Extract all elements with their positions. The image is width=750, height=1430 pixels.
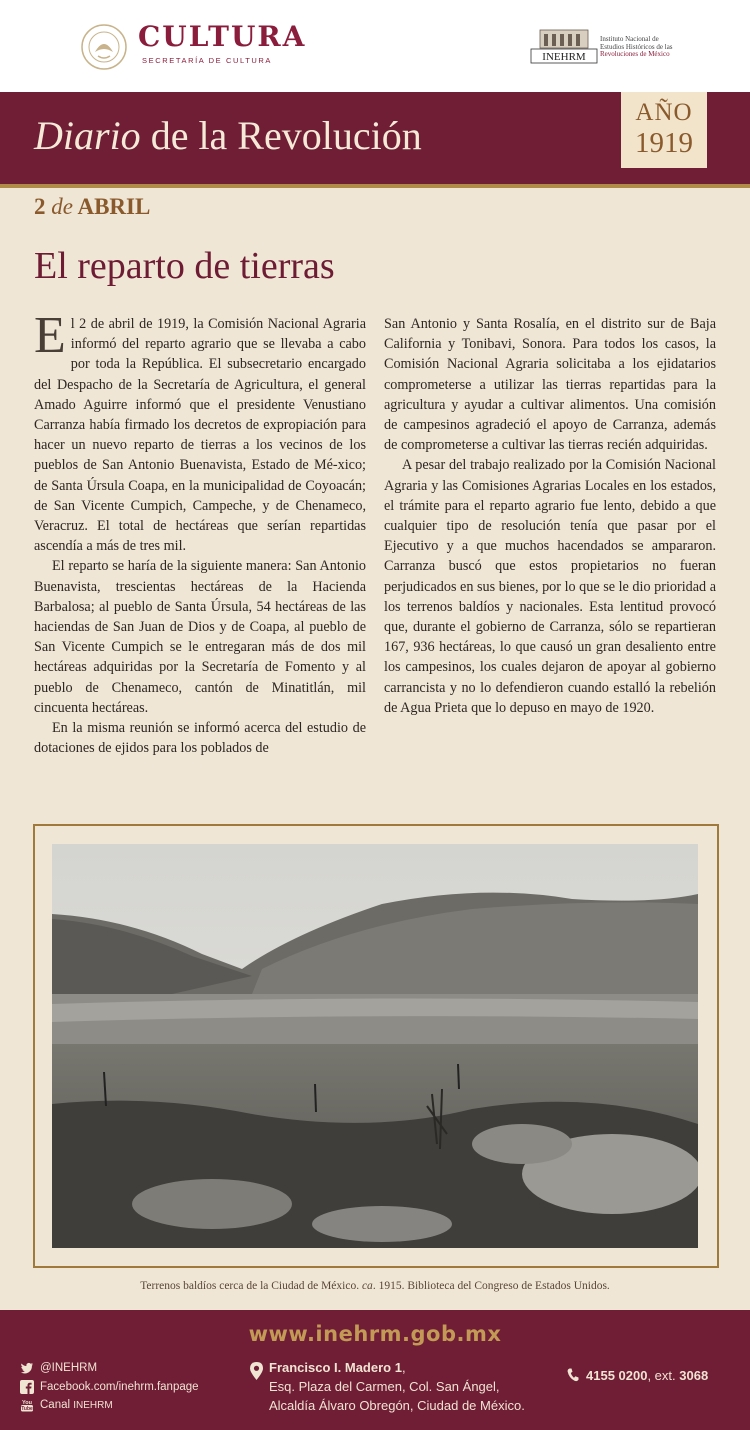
address-line: Alcaldía Álvaro Obregón, Ciudad de México. <box>269 1398 525 1413</box>
brand-subtitle: SECRETARÍA DE CULTURA <box>142 56 273 65</box>
historical-photo <box>52 844 698 1248</box>
year-number: 1919 <box>635 127 693 159</box>
youtube-link[interactable]: You Tube Canal INEHRM <box>21 1399 113 1413</box>
brand-title: CULTURA <box>138 20 307 53</box>
article-headline: El reparto de tierras <box>34 245 335 287</box>
inehrm-description: Instituto Nacional de Estudios Históricos de las Revoluciones de México <box>600 35 673 58</box>
paragraph: El reparto se haría de la siguiente manera: San Antonio Buenavista, trescientas hectáreas de la Hacienda Barbalosa; al pueblo de Santa Úrsula, 54 hectáreas de las haciendas de San Juan de Dios y de Coapa, al pueblo de San Vicente Cumpich se le entregaran más de dos mil hectáreas adquiridas por la Secretaría de Fomento y al pueblo de Chenameco, cantón de Minatitlán, mil cincuenta hectáreas. <box>34 558 366 716</box>
facebook-icon <box>20 1380 34 1394</box>
article-column-left <box>34 307 366 758</box>
paragraph: En la misma reunión se informó acerca del estudio de dotaciones de ejidos para los poblados de <box>34 720 366 757</box>
article-column-right <box>384 314 716 718</box>
entry-date: 2 de ABRIL <box>34 194 151 219</box>
phone-contact[interactable]: 4155 0200, ext. 3068 <box>567 1368 747 1383</box>
address-street: Francisco I. Madero 1 <box>269 1360 402 1375</box>
svg-text:Tube: Tube <box>21 1406 33 1413</box>
top-header <box>0 0 750 92</box>
year-word: AÑO <box>635 99 693 126</box>
facebook-link[interactable]: Facebook.com/inehrm.fanpage <box>20 1378 240 1397</box>
twitter-link[interactable]: @INEHRM <box>20 1359 240 1378</box>
photo-caption: Terrenos baldíos cerca de la Ciudad de México. ca. 1915. Biblioteca del Congreso de Estados Unidos. <box>140 1280 610 1292</box>
address-block: Francisco I. Madero 1, Esq. Plaza del Carmen, Col. San Ángel, Alcaldía Álvaro Obregón, Ciudad de México. <box>250 1358 550 1415</box>
paragraph: A pesar del trabajo realizado por la Comisión Nacional Agraria y las Comisiones Agrarias Locales en los estados, el trámite para el reparto agrario fue lento, debido a que cualquier tipo de resolución tenía que pasar por el Ejecutivo y a que muchos hacendados se ampararon. Carranza buscó que estos propietarios no fueran perjudicados en sus bienes, por lo que se le dio prioridad a los terrenos baldíos y nacionales. Esta lentitud provocó que, durante el gobierno de Carranza, sólo se repartieran 167, 936 hectáreas, lo que causó un gran desaliento entre los campesinos, los cuales dejaron de apoyar al gobierno carrancista y no lo defendieron cuando estalló la rebelión de Agua Prieta que lo depuso en mayo de 1920. <box>384 457 716 716</box>
phone-icon <box>567 1368 579 1382</box>
inehrm-logo-text: INEHRM <box>542 51 586 63</box>
paragraph: San Antonio y Santa Rosalía, en el distrito sur de Baja California y Tonibavi, Sonora. Para todos los casos, la Comisión Nacional Agraria solicitaba a los ejidatarios comprometerse a utilizar las tierras repartidas para la agricultura y ayudar a cultivar alimentos. Una comisión de campesinos agradeció el apoyo de Carranza, además de comprometerse a cultivar las tierras recién adquiridas. <box>384 316 716 454</box>
mexican-seal-icon <box>78 22 130 72</box>
social-links <box>20 1359 240 1415</box>
youtube-icon <box>20 1398 34 1412</box>
series-title: Diario de la Revolución <box>34 113 422 158</box>
inehrm-building-icon <box>530 28 598 64</box>
svg-text:You: You <box>22 1400 32 1407</box>
location-pin-icon <box>250 1362 263 1380</box>
drop-cap: E <box>34 307 66 364</box>
website-link[interactable]: www.inehrm.gob.mx <box>248 1322 502 1346</box>
address-line: Esq. Plaza del Carmen, Col. San Ángel, <box>269 1379 500 1394</box>
paragraph: El 2 de abril de 1919, la Comisión Nacional Agraria informó del reparto agrario que se llevaba a cabo por toda la República. El subsecretario encargado del Despacho de la Secretaría de Agricultura, el general Amado Aguirre informó que el presidente Venustiano Carranza había firmado los decretos de expropiación para hacer un nuevo reparto de tierras a los vecinos de los pueblos de San Antonio Buenavista, Estado de Mé-xico; de Santa Úrsula Coapa, en la municipalidad de Coyoacán; de San Vicente Cumpich, Campeche, y de Chenameco, Veracruz. El total de hectáreas que serían repartidas ascendía a más de tres mil. <box>34 307 366 555</box>
year-badge <box>621 92 707 168</box>
banner-divider <box>0 184 750 188</box>
twitter-icon <box>20 1361 34 1375</box>
